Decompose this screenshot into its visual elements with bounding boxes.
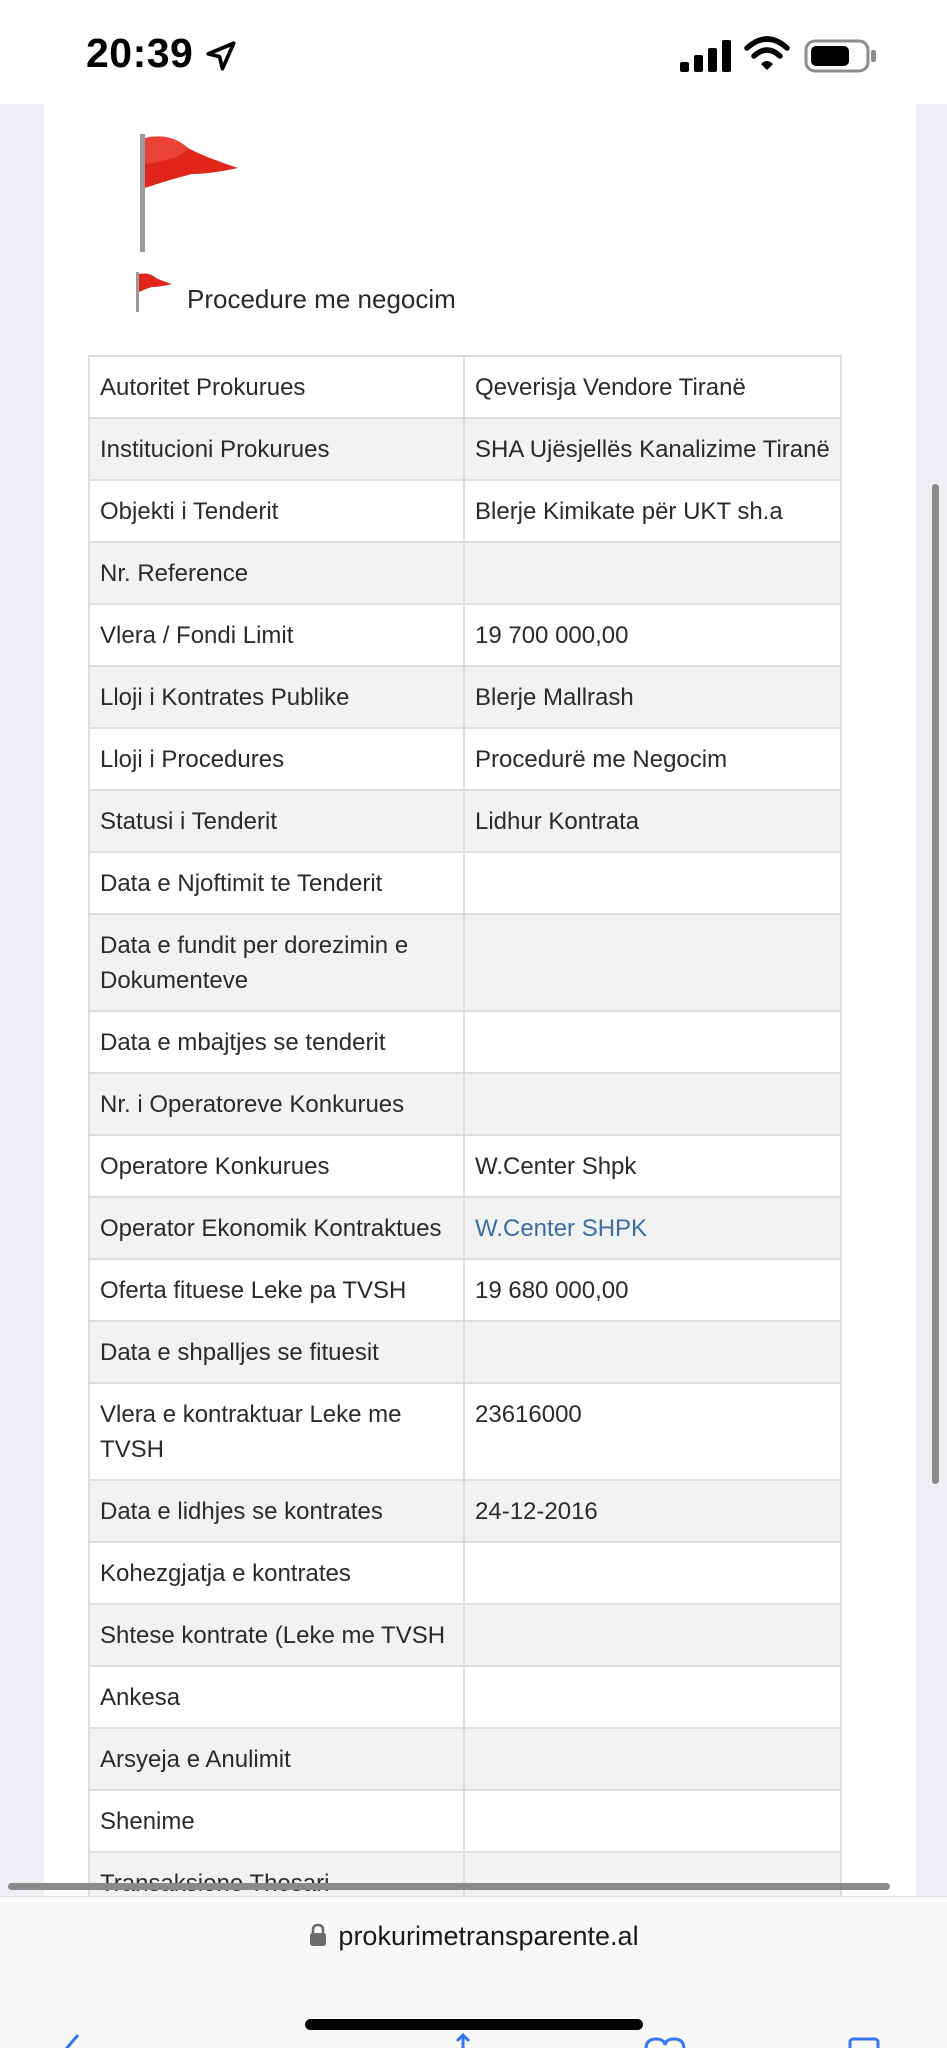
table-row — [89, 480, 841, 542]
horizontal-scrollbar[interactable] — [8, 1883, 890, 1890]
small-red-flag-icon — [136, 272, 178, 314]
row-value — [464, 542, 841, 604]
row-value: 19 680 000,00 — [464, 1259, 841, 1321]
web-page[interactable] — [0, 104, 947, 1896]
table-row — [89, 1383, 841, 1480]
tender-details-table — [88, 355, 842, 1896]
table-row — [89, 790, 841, 852]
row-value — [464, 1011, 841, 1073]
procedure-title: Procedure me negocim — [187, 284, 456, 314]
table-row — [89, 1728, 841, 1790]
home-indicator — [305, 2019, 643, 2030]
row-value: W.Center Shpk — [464, 1135, 841, 1197]
row-label: Data e mbajtjes se tenderit — [89, 1011, 464, 1073]
row-value — [464, 1728, 841, 1790]
tabs-icon[interactable] — [846, 2033, 882, 2048]
operator-link[interactable]: W.Center SHPK — [475, 1215, 648, 1242]
row-value: Procedurë me Negocim — [464, 728, 841, 790]
table-row — [89, 728, 841, 790]
row-value — [464, 1542, 841, 1604]
back-icon[interactable] — [58, 2033, 88, 2048]
status-bar — [0, 0, 947, 104]
row-value: 23616000 — [464, 1383, 841, 1480]
row-value — [464, 1790, 841, 1852]
content-card — [44, 104, 916, 1896]
table-row — [89, 1073, 841, 1135]
row-label: Vlera e kontraktuar Leke me TVSH — [89, 1383, 464, 1480]
table-row — [89, 1790, 841, 1852]
row-label: Arsyeja e Anulimit — [89, 1728, 464, 1790]
battery-icon — [804, 38, 878, 74]
row-label: Autoritet Prokurues — [89, 356, 464, 418]
row-value: SHA Ujësjellës Kanalizime Tiranë — [464, 418, 841, 480]
row-label: Oferta fituese Leke pa TVSH — [89, 1259, 464, 1321]
row-value — [464, 914, 841, 1011]
row-value — [464, 852, 841, 914]
table-row — [89, 1604, 841, 1666]
wifi-icon — [744, 36, 790, 72]
table-row — [89, 1197, 841, 1259]
table-row — [89, 1135, 841, 1197]
red-flag-icon — [140, 134, 290, 254]
row-label: Operator Ekonomik Kontraktues — [89, 1197, 464, 1259]
location-arrow-icon — [204, 39, 238, 73]
row-label: Data e lidhjes se kontrates — [89, 1480, 464, 1542]
table-row — [89, 1542, 841, 1604]
table-row — [89, 418, 841, 480]
row-value: 24-12-2016 — [464, 1480, 841, 1542]
row-label: Shtese kontrate (Leke me TVSH — [89, 1604, 464, 1666]
table-row — [89, 1259, 841, 1321]
cellular-signal-icon — [680, 40, 732, 72]
row-label: Lloji i Kontrates Publike — [89, 666, 464, 728]
table-row — [89, 1666, 841, 1728]
row-value: 19 700 000,00 — [464, 604, 841, 666]
row-value: Lidhur Kontrata — [464, 790, 841, 852]
table-row — [89, 1321, 841, 1383]
row-label: Data e Njoftimit te Tenderit — [89, 852, 464, 914]
row-label: Nr. Reference — [89, 542, 464, 604]
table-row — [89, 542, 841, 604]
row-label: Statusi i Tenderit — [89, 790, 464, 852]
row-label: Shenime — [89, 1790, 464, 1852]
row-label: Vlera / Fondi Limit — [89, 604, 464, 666]
status-time: 20:39 — [86, 30, 194, 76]
browser-bottom-bar — [0, 1896, 947, 2048]
row-label: Data e shpalljes se fituesit — [89, 1321, 464, 1383]
table-row — [89, 604, 841, 666]
row-label: Operatore Konkurues — [89, 1135, 464, 1197]
table-row — [89, 356, 841, 418]
row-value: Blerje Kimikate për UKT sh.a — [464, 480, 841, 542]
row-label: Kohezgjatja e kontrates — [89, 1542, 464, 1604]
row-value: Blerje Mallrash — [464, 666, 841, 728]
row-label: Institucioni Prokurues — [89, 418, 464, 480]
row-value — [464, 1666, 841, 1728]
row-label: Data e fundit per dorezimin e Dokumenteve — [89, 914, 464, 1011]
address-bar[interactable] — [0, 1921, 947, 1952]
bookmarks-icon[interactable] — [642, 2033, 688, 2048]
row-value — [464, 1604, 841, 1666]
row-label: Ankesa — [89, 1666, 464, 1728]
share-icon[interactable] — [448, 2033, 478, 2048]
vertical-scrollbar[interactable] — [932, 484, 939, 1484]
row-value: Qeverisja Vendore Tiranë — [464, 356, 841, 418]
table-row — [89, 1480, 841, 1542]
table-row — [89, 914, 841, 1011]
table-row — [89, 666, 841, 728]
lock-icon — [308, 1923, 328, 1947]
row-label: Objekti i Tenderit — [89, 480, 464, 542]
row-value — [464, 1197, 841, 1259]
row-label: Lloji i Procedures — [89, 728, 464, 790]
row-value — [464, 1321, 841, 1383]
table-row — [89, 1011, 841, 1073]
table-row — [89, 852, 841, 914]
url-text: prokurimetransparente.al — [338, 1921, 639, 1951]
row-value — [464, 1073, 841, 1135]
row-label: Nr. i Operatoreve Konkurues — [89, 1073, 464, 1135]
